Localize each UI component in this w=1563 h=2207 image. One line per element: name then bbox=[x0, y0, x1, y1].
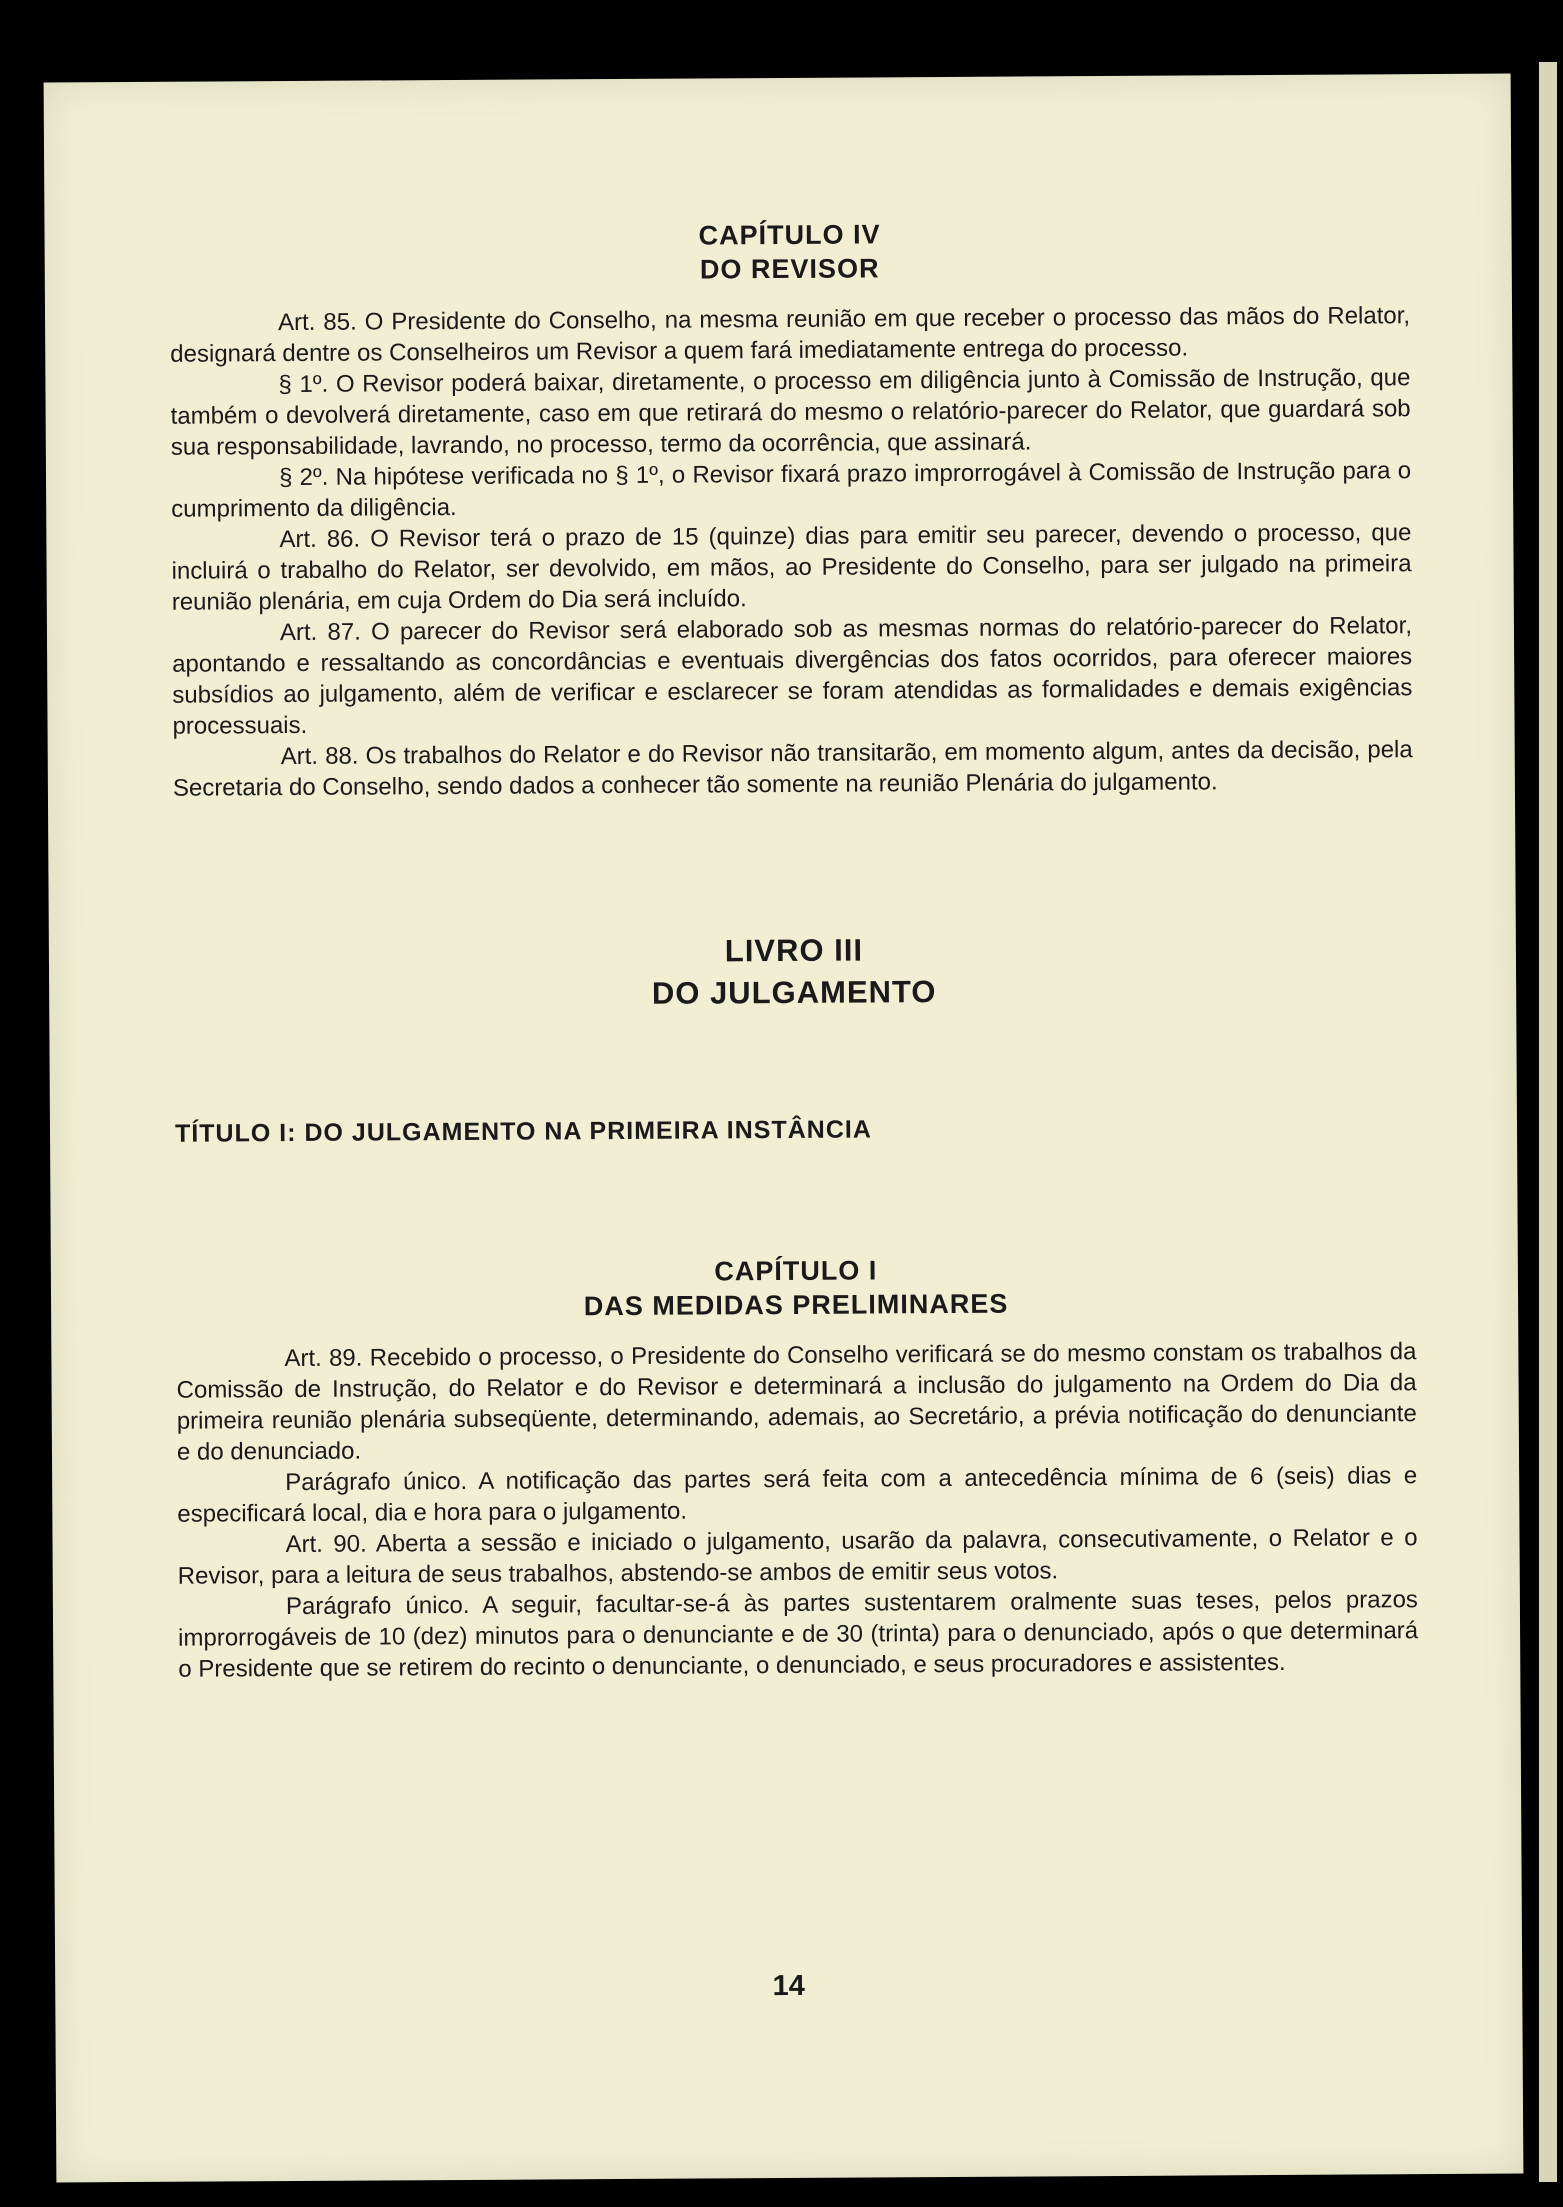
page-number: 14 bbox=[772, 1969, 805, 2003]
chapter-1-heading-line1: CAPÍTULO I bbox=[714, 1255, 878, 1287]
title-1-heading: TÍTULO I: DO JULGAMENTO NA PRIMEIRA INSTÂNCIA bbox=[174, 1115, 872, 1148]
paragraph-art-89-unique: Parágrafo único. A notificação das partes será feita com a antecedência mínima de 6 (seis) dias e especificará local, dia e hora para o julgamento. bbox=[177, 1462, 1418, 1528]
paragraph-art-87: Art. 87. O parecer do Revisor será elaborado sob as mesmas normas do relatório-parecer do Relator, apontando e ressaltando as concordâncias e eventuais divergências dos fatos ocorridos, para oferecer maiores subsídios ao julgamento, além de verificar e esclarecer se foram atendidas as formalidades e demais exigências processuais. bbox=[172, 612, 1413, 740]
paragraph-art-90: Art. 90. Aberta a sessão e iniciado o julgamento, usarão da palavra, consecutivamente, o Relator e o Revisor, para a leitura de seus trabalhos, abstendo-se ambos de emitir seus votos. bbox=[177, 1524, 1418, 1590]
paragraph-art-88: Art. 88. Os trabalhos do Relator e do Revisor não transitarão, em momento algum, antes da decisão, pela Secretaria do Conselho, sendo dados a conhecer tão somente na reunião Plenária do julgamento. bbox=[172, 736, 1413, 802]
paragraph-art-89: Art. 89. Recebido o processo, o Presidente do Conselho verificará se do mesmo constam os trabalhos da Comissão de Instrução, do Relator e do Revisor e determinará a inclusão do julgamento na Ordem do Dia da primeira reunião plenária subseqüente, determinando, ademais, ao Secretário, a prévia notificação do denunciante e do denunciado. bbox=[176, 1338, 1417, 1466]
paragraph-art-90-unique: Parágrafo único. A seguir, facultar-se-á às partes sustentarem oralmente suas teses, pelos prazos improrrogáveis de 10 (dez) minutos para o denunciante e de 30 (trinta) para o denunciado, após o que determinará o Presidente que se retirem do recinto o denunciante, o denunciado, e seus procuradores e assistentes. bbox=[178, 1586, 1419, 1683]
paragraph-art-86: Art. 86. O Revisor terá o prazo de 15 (quinze) dias para emitir seu parecer, devendo o processo, que incluirá o trabalho do Relator, ser devolvido, em mãos, ao Presidente do Conselho, para ser julgado na primeira reunião plenária, em cuja Ordem do Dia será incluído. bbox=[171, 519, 1412, 616]
chapter-4-heading-line1: CAPÍTULO IV bbox=[698, 219, 881, 251]
chapter-4-section bbox=[169, 214, 1413, 804]
book-3-heading-line2: DO JULGAMENTO bbox=[651, 974, 937, 1011]
paragraph-art-85: Art. 85. O Presidente do Conselho, na mesma reunião em que receber o processo das mãos do Relator, designará dentre os Conselheiros um Revisor a quem fará imediatamente entrega do processo. bbox=[170, 302, 1411, 368]
page-content bbox=[169, 214, 1418, 1685]
document-page bbox=[44, 74, 1524, 2183]
chapter-4-heading-line2: DO REVISOR bbox=[699, 253, 880, 285]
page-edge bbox=[1539, 62, 1557, 2182]
chapter-1-heading-line2: DAS MEDIDAS PRELIMINARES bbox=[583, 1288, 1009, 1322]
paragraph-art-85-s1: § 1º. O Revisor poderá baixar, diretamente, o processo em diligência junto à Comissão de Instrução, que também o devolverá diretamente, caso em que retirará do mesmo o relatório-parecer do Relator, que guardará sob sua responsabilidade, lavrando, no processo, termo da ocorrência, que assinará. bbox=[170, 364, 1411, 461]
book-3-section bbox=[174, 926, 1414, 1018]
paragraph-art-85-s2: § 2º. Na hipótese verificada no § 1º, o Revisor fixará prazo improrrogável à Comissão de Instrução para o cumprimento da diligência. bbox=[171, 457, 1412, 523]
book-3-heading-line1: LIVRO III bbox=[724, 932, 864, 969]
chapter-1-section bbox=[176, 1250, 1419, 1685]
